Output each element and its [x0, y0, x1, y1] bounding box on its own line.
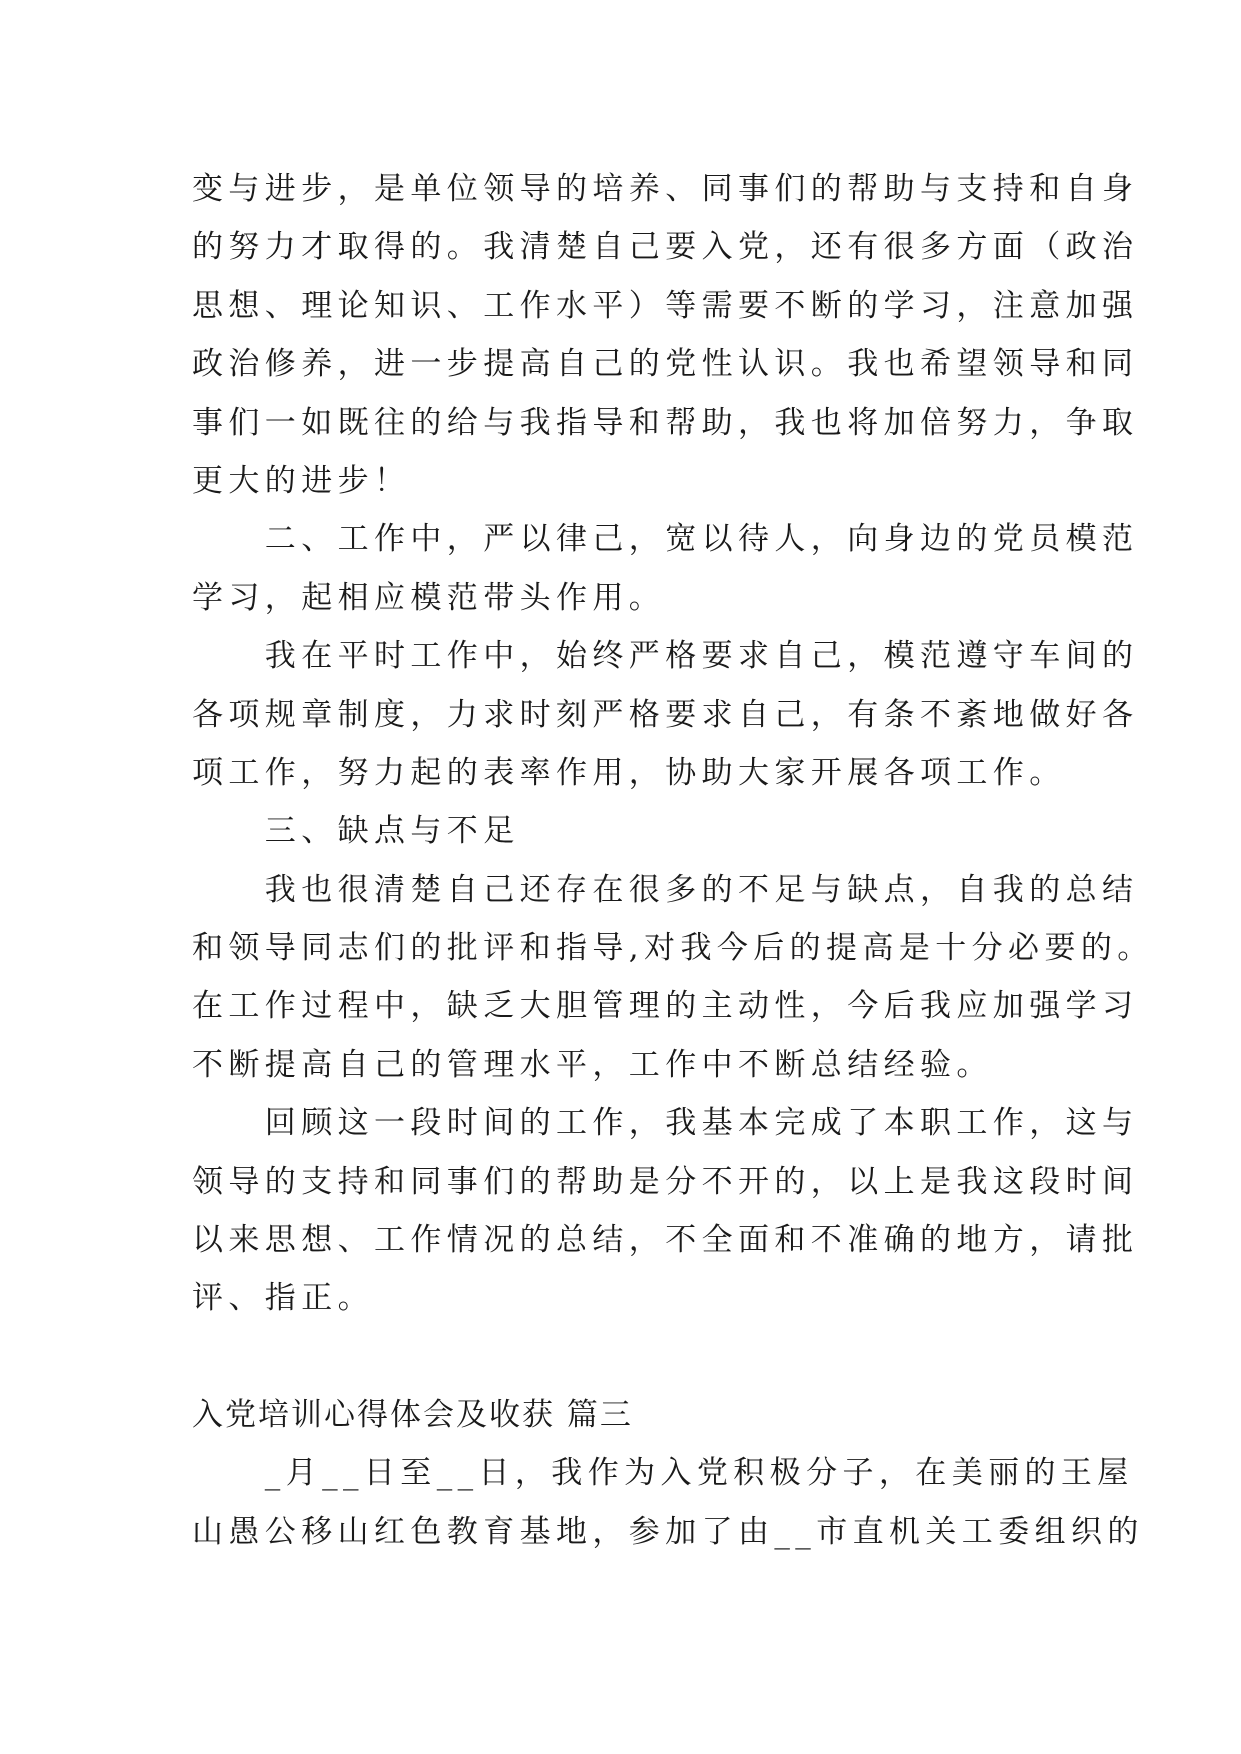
section-heading: 入党培训心得体会及收获 篇三	[192, 1396, 633, 1433]
text-line: 回顾这一段时间的工作，我基本完成了本职工作，这与	[192, 1105, 1139, 1142]
text-line: _月__日至__日，我作为入党积极分子，在美丽的王屋	[192, 1455, 1134, 1492]
text-line: 变与进步，是单位领导的培养、同事们的帮助与支持和自身	[192, 171, 1139, 207]
text-line: 以来思想、工作情况的总结，不全面和不准确的地方，请批	[192, 1222, 1139, 1259]
text-line: 不断提高自己的管理水平，工作中不断总结经验。	[192, 1046, 993, 1083]
text-line: 我也很清楚自己还存在很多的不足与缺点，自我的总结	[192, 871, 1139, 908]
text-line: 山愚公移山红色教育基地，参加了由__市直机关工委组织的	[192, 1513, 1144, 1550]
text-line: 评、指正。	[192, 1280, 374, 1317]
text-line: 项工作，努力起的表率作用，协助大家开展各项工作。	[192, 754, 1066, 791]
section-spacer	[192, 1328, 1062, 1386]
text-line: 学习，起相应模范带头作用。	[192, 579, 666, 616]
text-line: 在工作过程中，缺乏大胆管理的主动性，今后我应加强学习	[192, 988, 1139, 1025]
text-line: 和领导同志们的批评和指导,对我今后的提高是十分必要的。	[192, 930, 1154, 967]
text-line: 领导的支持和同事们的帮助是分不开的，以上是我这段时间	[192, 1163, 1139, 1200]
text-line: 更大的进步！	[192, 462, 411, 499]
document-body	[192, 160, 1154, 1561]
text-line: 三、缺点与不足	[192, 813, 520, 850]
text-line: 我在平时工作中，始终严格要求自己，模范遵守车间的	[192, 638, 1139, 675]
text-line: 思想、理论知识、工作水平）等需要不断的学习，注意加强	[192, 287, 1139, 324]
text-line: 的努力才取得的。我清楚自己要入党，还有很多方面（政治	[192, 229, 1139, 266]
text-line: 二、工作中，严以律己，宽以待人，向身边的党员模范	[192, 521, 1139, 558]
text-line: 事们一如既往的给与我指导和帮助，我也将加倍努力，争取	[192, 404, 1139, 441]
text-line: 各项规章制度，力求时刻严格要求自己，有条不紊地做好各	[192, 696, 1139, 733]
text-line: 政治修养，进一步提高自己的党性认识。我也希望领导和同	[192, 346, 1139, 383]
